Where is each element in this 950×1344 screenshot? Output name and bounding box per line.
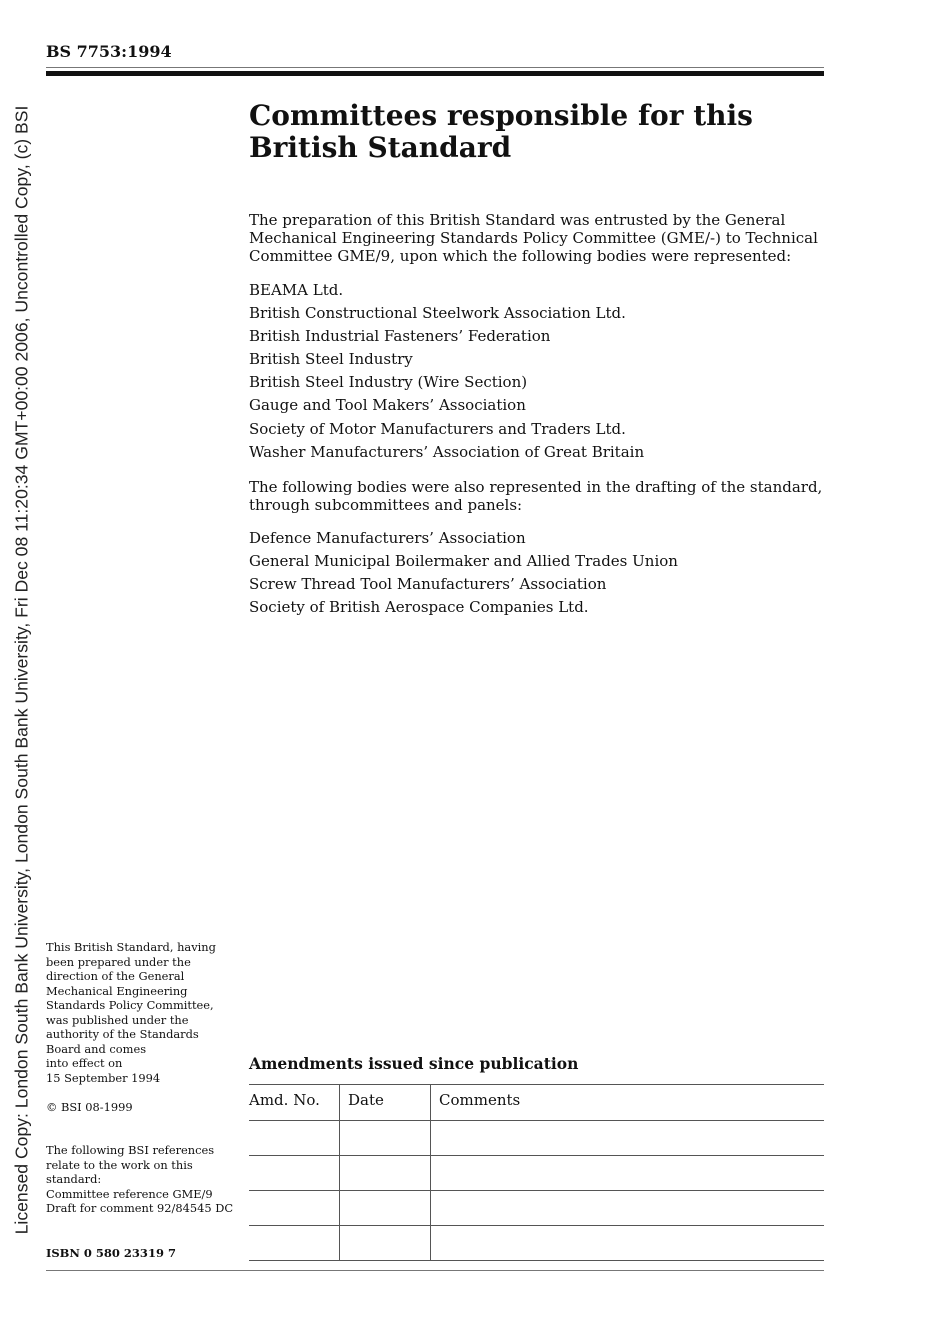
amendments-table (249, 1084, 824, 1261)
table-cell (340, 1156, 431, 1191)
table-cell (431, 1121, 825, 1156)
table-cell (249, 1156, 340, 1191)
page-title: Committees responsible for this British Standard (249, 99, 753, 164)
also-bodies-list (249, 527, 678, 619)
license-watermark: Licensed Copy: London South Bank University, London South Bank University, Fri Dec 08 11:20:34 GMT+00:00 2006, Uncontrolled Copy, (c) BSI (11, 105, 32, 1235)
list-item: BEAMA Ltd. (249, 281, 344, 299)
table-header-row (249, 1085, 824, 1121)
header-thick-rule (46, 71, 824, 76)
list-item: Defence Manufacturers’ Association (249, 529, 526, 547)
list-item: Society of Motor Manufacturers and Traders Ltd. (249, 419, 626, 438)
table-cell (340, 1121, 431, 1156)
bsi-references: The following BSI references relate to the work on this standard: Committee reference GME/9 Draft for comment 92/84545 DC (46, 1143, 234, 1215)
column-header-amd-no: Amd. No. (249, 1085, 340, 1121)
list-item: Washer Manufacturers’ Association of Great Britain (249, 442, 645, 461)
standard-number: BS 7753:1994 (46, 42, 172, 61)
amendments-heading: Amendments issued since publication (249, 1054, 579, 1073)
list-item: British Constructional Steelwork Association Ltd. (249, 304, 626, 323)
list-item: British Steel Industry (249, 350, 413, 369)
isbn: ISBN 0 580 23319 7 (46, 1246, 176, 1260)
column-header-date: Date (340, 1085, 431, 1121)
header-thin-rule (46, 67, 824, 68)
list-item: Screw Thread Tool Manufacturers’ Association (249, 575, 607, 594)
list-item: General Municipal Boilermaker and Allied Trades Union (249, 552, 678, 571)
publication-note: This British Standard, having been prepared under the direction of the General Mechanical Engineering Standards Policy Committee, was published under the authority of the Standards Board and comes into effect on 15 September 1994 (46, 940, 216, 1085)
footer-rule (46, 1270, 824, 1271)
list-item: Gauge and Tool Makers’ Association (249, 396, 526, 415)
intro-paragraph: The preparation of this British Standard was entrusted by the General Mechanical Engineering Standards Policy Committee (GME/-) to Technical Committee GME/9, upon which the following bodies were represented: (249, 211, 818, 265)
table-cell (431, 1156, 825, 1191)
column-header-comments: Comments (431, 1085, 825, 1121)
list-item: British Steel Industry (Wire Section) (249, 373, 528, 392)
represented-bodies-list (249, 279, 644, 464)
table-cell (249, 1191, 340, 1226)
list-item: Society of British Aerospace Companies Ltd. (249, 598, 589, 617)
list-item: British Industrial Fasteners’ Federation (249, 327, 551, 346)
table-cell (340, 1191, 431, 1226)
copyright-notice: © BSI 08-1999 (46, 1100, 133, 1114)
also-represented-paragraph: The following bodies were also represented in the drafting of the standard, through subcommittees and panels: (249, 478, 823, 514)
table-cell (431, 1191, 825, 1226)
table-cell (249, 1121, 340, 1156)
table-cell (249, 1226, 340, 1261)
table-row (249, 1226, 824, 1261)
table-cell (431, 1226, 825, 1261)
table-row (249, 1191, 824, 1226)
table-row (249, 1156, 824, 1191)
table-cell (340, 1226, 431, 1261)
table-row (249, 1121, 824, 1156)
